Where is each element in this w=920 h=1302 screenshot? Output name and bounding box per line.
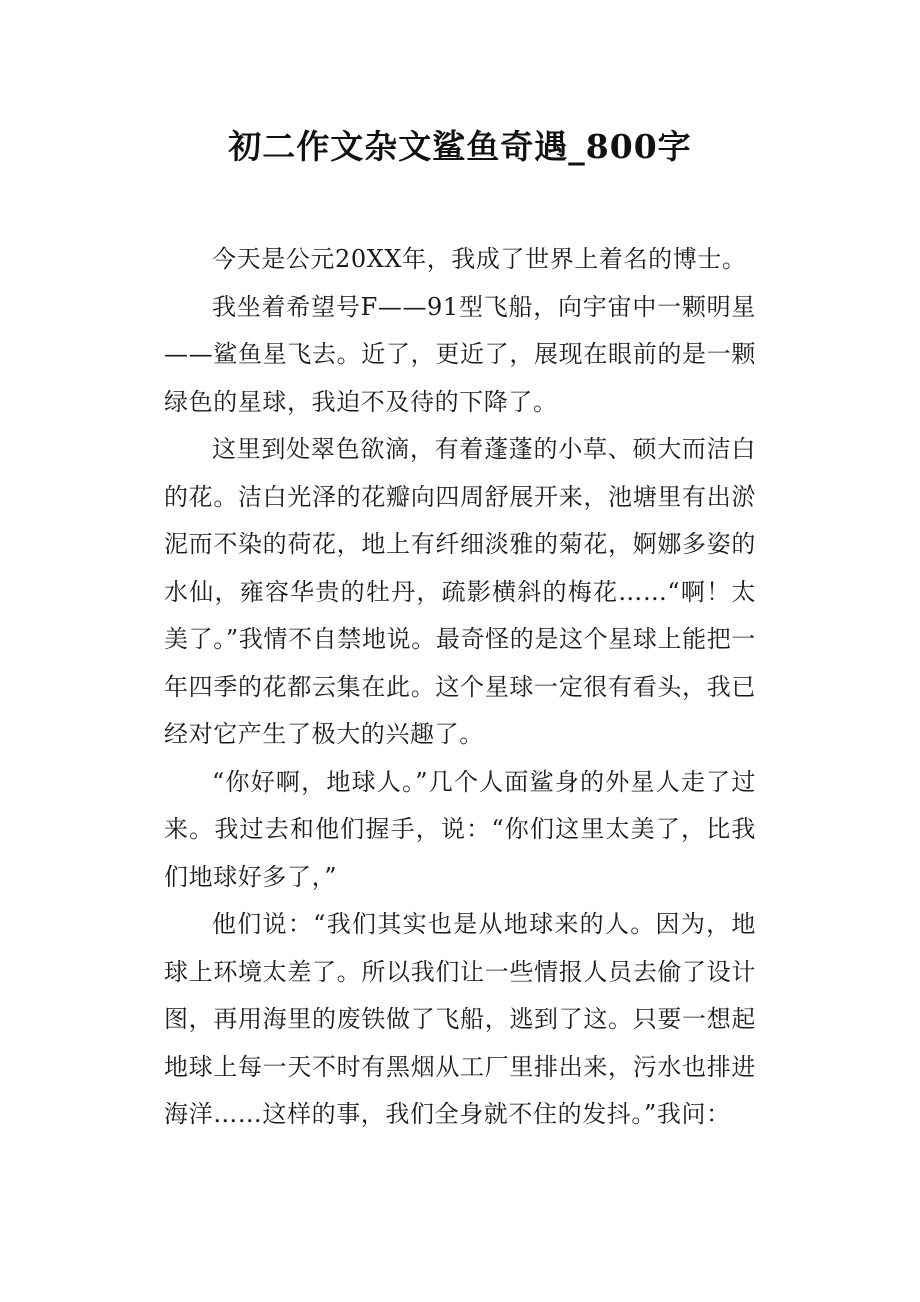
paragraph-5: 他们说：“我们其实也是从地球来的人。因为，地球上环境太差了。所以我们让一些情报人员去偷了设计图，再用海里的废铁做了飞船，逃到了这。只要一想起地球上每一天不时有黑烟从工厂里排出来，污水也排进海洋……这样的事，我们全身就不住的发抖。”我问： xyxy=(164,910,756,1128)
paragraph-3: 这里到处翠色欲滴，有着蓬蓬的小草、硕大而洁白的花。洁白光泽的花瓣向四周舒展开来，池塘里有出淤泥而不染的荷花，地上有纤细淡雅的菊花，婀娜多姿的水仙，雍容华贵的牡丹，疏影横斜的梅花……“啊！太美了。”我情不自禁地说。最奇怪的是这个星球上能把一年四季的花都云集在此。这个星球一定很有看头，我已经对它产生了极大的兴趣了。 xyxy=(164,435,756,748)
paragraph-1: 今天是公元20XX年，我成了世界上着名的博士。 xyxy=(212,245,747,273)
document-title: 初二作文杂文鲨鱼奇遇_800字 xyxy=(228,127,692,166)
document-body xyxy=(164,236,756,1139)
paragraph-4: “你好啊，地球人。”几个人面鲨身的外星人走了过来。我过去和他们握手，说：“你们这里太美了，比我们地球好多了，” xyxy=(164,767,756,891)
paragraph-2: 我坐着希望号F——91型飞船，向宇宙中一颗明星——鲨鱼星飞去。近了，更近了，展现在眼前的是一颗绿色的星球，我迫不及待的下降了。 xyxy=(164,292,756,416)
